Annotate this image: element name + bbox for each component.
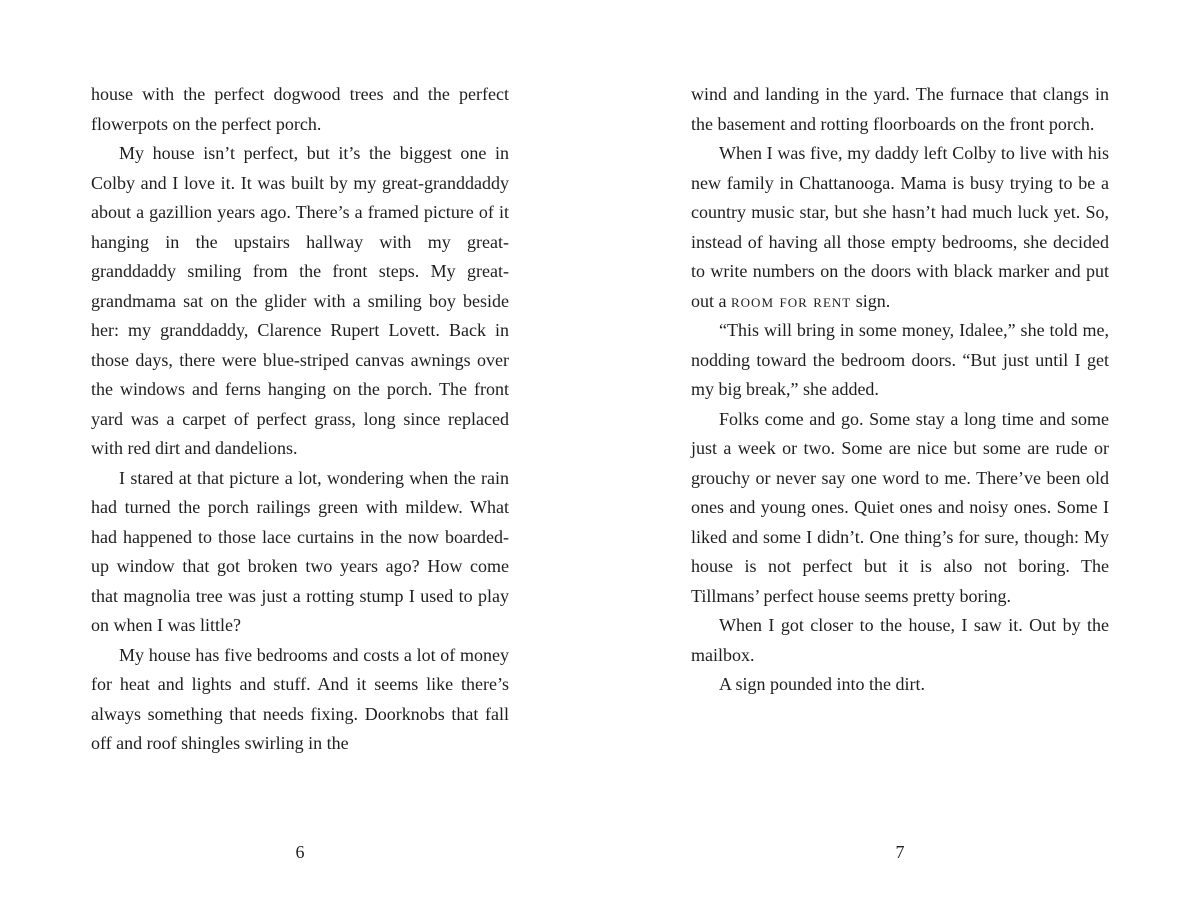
paragraph: When I got closer to the house, I saw it. Out by the mailbox. <box>691 615 1109 665</box>
page-number: 7 <box>895 842 905 862</box>
paragraph: Folks come and go. Some stay a long time and some just a week or two. Some are nice but some are rude or grouchy or never say one word to me. There’ve been old ones and young ones. Quiet ones and noisy ones. Some I liked and some I didn’t. One thing’s for sure, though: My house is not perfect but it is also not boring. The Tillmans’ perfect house seems pretty boring. <box>691 408 1109 606</box>
paragraph <box>691 139 1109 316</box>
page-number: 6 <box>295 842 305 862</box>
paragraph: house with the perfect dogwood trees and the perfect flowerpots on the perfect porch. <box>91 84 509 134</box>
left-page-text <box>91 80 509 759</box>
paragraph: My house has five bedrooms and costs a lot of money for heat and lights and stuff. And it seems like there’s always something that needs fixing. Doorknobs that fall off and roof shingles swirling in the <box>91 644 509 753</box>
paragraph-text: When I was five, my daddy left Colby to live with his new family in Chattanooga. Mama is busy trying to be a country music star, but she hasn’t had much luck yet. So, instead of having all those empty bedrooms, she decided to write numbers on the doors with black marker and put out a <box>691 143 1109 311</box>
left-page <box>91 80 509 759</box>
paragraph: My house isn’t perfect, but it’s the biggest one in Colby and I love it. It was built by my great-granddaddy about a gazillion years ago. There’s a framed picture of it hanging in the upstairs hallway with my great-granddaddy smiling from the front steps. My great-grandmama sat on the glider with a smiling boy beside her: my granddaddy, Clarence Rupert Lovett. Back in those days, there were blue-striped canvas awnings over the windows and ferns hanging on the porch. The front yard was a carpet of perfect grass, long since replaced with red dirt and dandelions. <box>91 143 509 458</box>
right-page-text <box>691 80 1109 700</box>
room-for-rent-sign-text: room for rent <box>731 290 852 311</box>
paragraph: A sign pounded into the dirt. <box>719 674 925 694</box>
right-page <box>691 80 1109 700</box>
paragraph-text: sign. <box>851 290 891 311</box>
paragraph: “This will bring in some money, Idalee,” she told me, nodding toward the bedroom doors. “But just until I get my big break,” she added. <box>691 320 1109 399</box>
paragraph: wind and landing in the yard. The furnace that clangs in the basement and rotting floorboards on the front porch. <box>691 84 1109 134</box>
paragraph: I stared at that picture a lot, wondering when the rain had turned the porch railings green with mildew. What had happened to those lace curtains in the now boarded-up window that got broken two years ago? How come that magnolia tree was just a rotting stump I used to play on when I was little? <box>91 467 509 635</box>
